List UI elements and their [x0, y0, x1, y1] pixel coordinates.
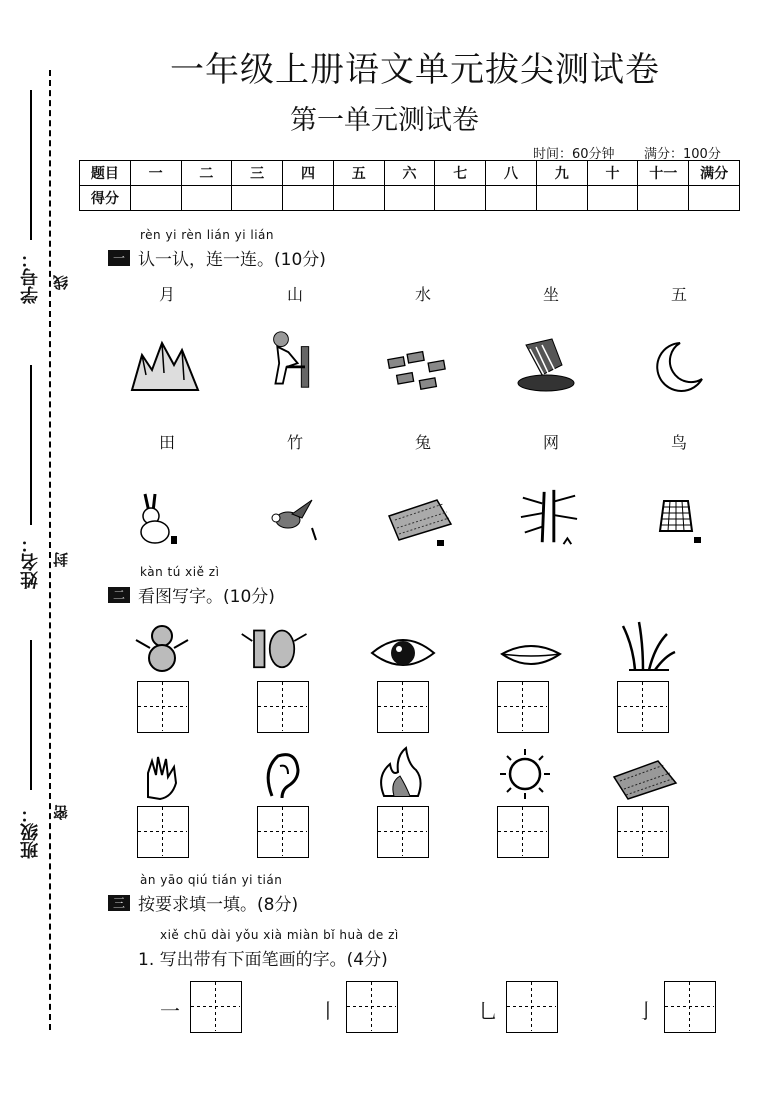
section3-title: 按要求填一填。(8分) — [138, 895, 299, 915]
score-header-cell: 七 — [435, 161, 486, 186]
score-header-cell: 六 — [384, 161, 435, 186]
writing-grid[interactable] — [497, 681, 549, 733]
eye-icon[interactable] — [368, 622, 438, 682]
score-header-cell: 十 — [587, 161, 638, 186]
writing-grid[interactable] — [190, 981, 242, 1033]
writing-grid[interactable] — [506, 981, 558, 1033]
bird-icon[interactable] — [262, 490, 332, 550]
section2-heading — [108, 582, 275, 607]
match-char: 水 — [414, 285, 431, 304]
score-table-header-row — [80, 161, 740, 186]
score-cell[interactable] — [333, 186, 384, 211]
score-cell[interactable] — [130, 186, 181, 211]
score-cell[interactable] — [486, 186, 537, 211]
score-header-cell: 四 — [283, 161, 334, 186]
exam-time: 时间：60分钟 — [533, 147, 615, 162]
score-cell[interactable] — [384, 186, 435, 211]
writing-grid[interactable] — [664, 981, 716, 1033]
writing-grid[interactable] — [617, 681, 669, 733]
match-char: 坐 — [542, 285, 559, 304]
score-cell[interactable] — [232, 186, 283, 211]
name-label: 姓名： — [20, 535, 41, 589]
student-no-line — [30, 90, 32, 240]
name-line — [30, 365, 32, 525]
fire-icon[interactable] — [368, 744, 438, 804]
score-header-cell: 一 — [130, 161, 181, 186]
score-cell[interactable] — [638, 186, 689, 211]
hand-icon[interactable] — [128, 748, 198, 808]
page-title: 一年级上册语文单元拔尖测试卷 — [170, 50, 660, 90]
mouth-icon[interactable] — [496, 626, 566, 686]
grass-icon[interactable] — [615, 616, 685, 676]
class-label: 班级： — [20, 805, 41, 859]
writing-grid[interactable] — [497, 806, 549, 858]
score-header-cell: 三 — [232, 161, 283, 186]
writing-grid[interactable] — [137, 681, 189, 733]
section2-pinyin: kàn tú xiě zì — [140, 565, 220, 579]
net-icon[interactable] — [644, 492, 714, 552]
bricks-icon[interactable] — [385, 340, 455, 400]
exam-full-score: 满分：100分 — [644, 147, 721, 162]
stroke-symbol: 乚 — [478, 999, 498, 1023]
section3-heading — [108, 890, 298, 915]
section3-number: 三 — [108, 895, 130, 911]
writing-grid[interactable] — [377, 681, 429, 733]
section1-number: 一 — [108, 250, 130, 266]
match-char: 山 — [286, 285, 303, 304]
writing-grid[interactable] — [137, 806, 189, 858]
section2-title: 看图写字。(10分) — [138, 587, 275, 607]
sitting-boy-icon[interactable] — [258, 330, 328, 390]
page-subtitle: 第一单元测试卷 — [290, 105, 479, 136]
number-ten-icon[interactable] — [240, 618, 310, 678]
stroke-symbol: 亅 — [636, 999, 656, 1023]
match-char: 竹 — [286, 433, 303, 452]
mark-line: 线 — [52, 275, 70, 290]
score-cell[interactable] — [435, 186, 486, 211]
score-cell[interactable] — [689, 186, 740, 211]
writing-grid[interactable] — [257, 806, 309, 858]
question1-text: 1. 写出带有下面笔画的字。(4分) — [138, 950, 388, 970]
stroke-symbol: 一 — [160, 999, 180, 1023]
crescent-moon-icon[interactable] — [640, 335, 710, 395]
score-header-cell: 题目 — [80, 161, 131, 186]
score-header-cell: 五 — [333, 161, 384, 186]
field-icon[interactable] — [610, 748, 680, 808]
match-char: 月 — [158, 285, 175, 304]
class-line — [30, 640, 32, 790]
score-cell[interactable] — [587, 186, 638, 211]
score-table — [79, 160, 740, 211]
match-char: 田 — [158, 433, 175, 452]
score-cell[interactable] — [283, 186, 334, 211]
score-table-score-row — [80, 186, 740, 211]
writing-grid[interactable] — [257, 681, 309, 733]
score-header-cell: 十一 — [638, 161, 689, 186]
bamboo-icon[interactable] — [514, 488, 584, 548]
writing-grid[interactable] — [377, 806, 429, 858]
sun-icon[interactable] — [490, 744, 560, 804]
score-header-cell: 九 — [536, 161, 587, 186]
writing-grid[interactable] — [346, 981, 398, 1033]
score-cell[interactable] — [536, 186, 587, 211]
mark-seal: 封 — [52, 552, 70, 567]
match-char: 五 — [670, 285, 687, 304]
field-icon[interactable] — [385, 490, 455, 550]
match-char: 鸟 — [670, 433, 687, 452]
section1-heading — [108, 245, 326, 270]
section1-pinyin: rèn yi rèn lián yi lián — [140, 228, 275, 242]
score-header-cell: 二 — [181, 161, 232, 186]
score-header-cell: 满分 — [689, 161, 740, 186]
question1-pinyin: xiě chū dài yǒu xià miàn bǐ huà de zì — [160, 928, 399, 942]
section2-number: 二 — [108, 587, 130, 603]
mark-secret: 密 — [52, 805, 70, 820]
waterfall-icon[interactable] — [512, 335, 582, 395]
score-cell[interactable] — [181, 186, 232, 211]
score-header-cell: 八 — [486, 161, 537, 186]
section3-pinyin: àn yāo qiú tián yi tián — [140, 873, 283, 887]
stroke-symbol: 丨 — [318, 999, 338, 1023]
rabbit-icon[interactable] — [125, 490, 195, 550]
score-row-label: 得分 — [80, 186, 131, 211]
mountain-icon[interactable] — [130, 335, 200, 395]
number-eight-icon[interactable] — [128, 618, 198, 678]
student-no-label: 学号： — [20, 250, 41, 304]
ear-icon[interactable] — [248, 746, 318, 806]
section1-title: 认一认，连一连。(10分) — [138, 250, 326, 270]
writing-grid[interactable] — [617, 806, 669, 858]
binding-dashed-line — [49, 70, 51, 1030]
match-char: 兔 — [414, 433, 431, 452]
match-char: 网 — [542, 433, 559, 452]
